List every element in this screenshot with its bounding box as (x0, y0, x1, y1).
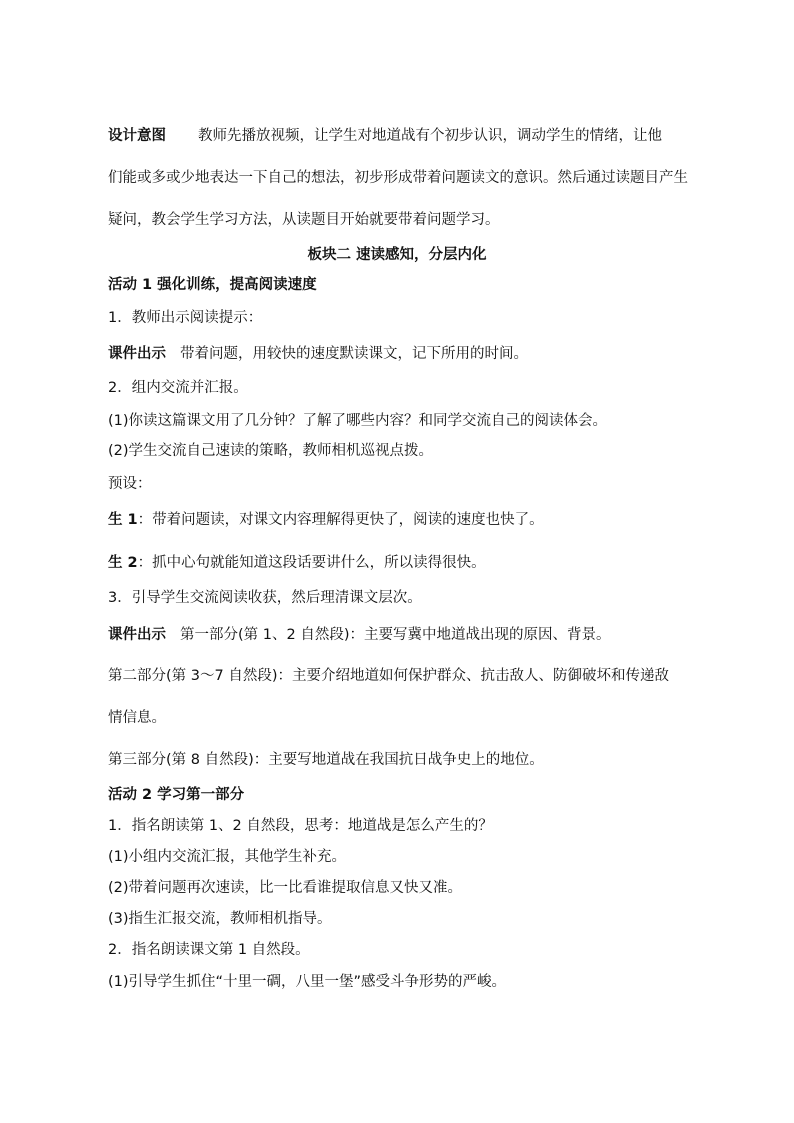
student-2-label: 生 2 (108, 555, 138, 571)
courseware-2-label: 课件出示 (108, 627, 166, 643)
design-intent-text-1: 教师先播放视频，让学生对地道战有个初步认识，调动学生的情绪，让他 (198, 128, 662, 144)
activity-2-step-1: 1．指名朗读第 1、2 自然段，思考：地道战是怎么产生的？ (108, 818, 493, 834)
part-2-line-1: 第二部分(第 3～7 自然段)：主要介绍地道如何保护群众、抗击敌人、防御破坏和传递敌 (108, 668, 669, 684)
activity-2-sub-3: (3)指生汇报交流，教师相机指导。 (108, 911, 332, 927)
activity-2-sub-2: (2)带着问题再次速读，比一比看谁提取信息又快又准。 (108, 880, 463, 896)
courseware-2-text: 第一部分(第 1、2 自然段)：主要写冀中地道战出现的原因、背景。 (180, 627, 611, 643)
student-1-label: 生 1 (108, 512, 138, 528)
activity-2-step-2: 2．指名朗读课文第 1 自然段。 (108, 942, 310, 958)
design-intent-line-1 (108, 126, 662, 146)
activity-1-question-1: (1)你读这篇课文用了几分钟？了解了哪些内容？和同学交流自己的阅读体会。 (108, 413, 608, 429)
activity-1-question-2: (2)学生交流自己速读的策略，教师相机巡视点拨。 (108, 443, 434, 459)
activity-1-step-1: 1．教师出示阅读提示： (108, 310, 263, 326)
courseware-1 (108, 344, 528, 364)
student-2-response (108, 553, 486, 573)
activity-2-title: 活动 2 学习第一部分 (108, 787, 245, 803)
courseware-1-text: 带着问题，用较快的速度默读课文，记下所用的时间。 (180, 346, 528, 362)
student-1-text: ：带着问题读，对课文内容理解得更快了，阅读的速度也快了。 (137, 512, 544, 528)
activity-2-sub-4: (1)引导学生抓住“十里一碉，八里一堡”感受斗争形势的严峻。 (108, 974, 507, 990)
design-intent-line-2: 们能或多或少地表达一下自己的想法，初步形成带着问题读文的意识。然后通过读题目产生 (108, 170, 688, 186)
design-intent-label: 设计意图 (108, 128, 166, 144)
design-intent-line-3: 疑问，教会学生学习方法，从读题目开始就要带着问题学习。 (108, 212, 500, 228)
activity-1-step-3: 3．引导学生交流阅读收获，然后理清课文层次。 (108, 590, 422, 606)
student-1-response (108, 510, 544, 530)
part-2-line-2: 情信息。 (108, 710, 166, 726)
part-3: 第三部分(第 8 自然段)：主要写地道战在我国抗日战争史上的地位。 (108, 752, 544, 768)
section-title: 板块二 速读感知，分层内化 (307, 247, 487, 263)
activity-2-sub-1: (1)小组内交流汇报，其他学生补充。 (108, 849, 347, 865)
student-2-text: ：抓中心句就能知道这段话要讲什么，所以读得很快。 (137, 555, 486, 571)
courseware-2 (108, 625, 610, 645)
courseware-1-label: 课件出示 (108, 346, 166, 362)
activity-1-step-2: 2．组内交流并汇报。 (108, 380, 248, 396)
preset-label: 预设： (108, 476, 152, 492)
activity-1-title: 活动 1 强化训练，提高阅读速度 (108, 277, 317, 293)
